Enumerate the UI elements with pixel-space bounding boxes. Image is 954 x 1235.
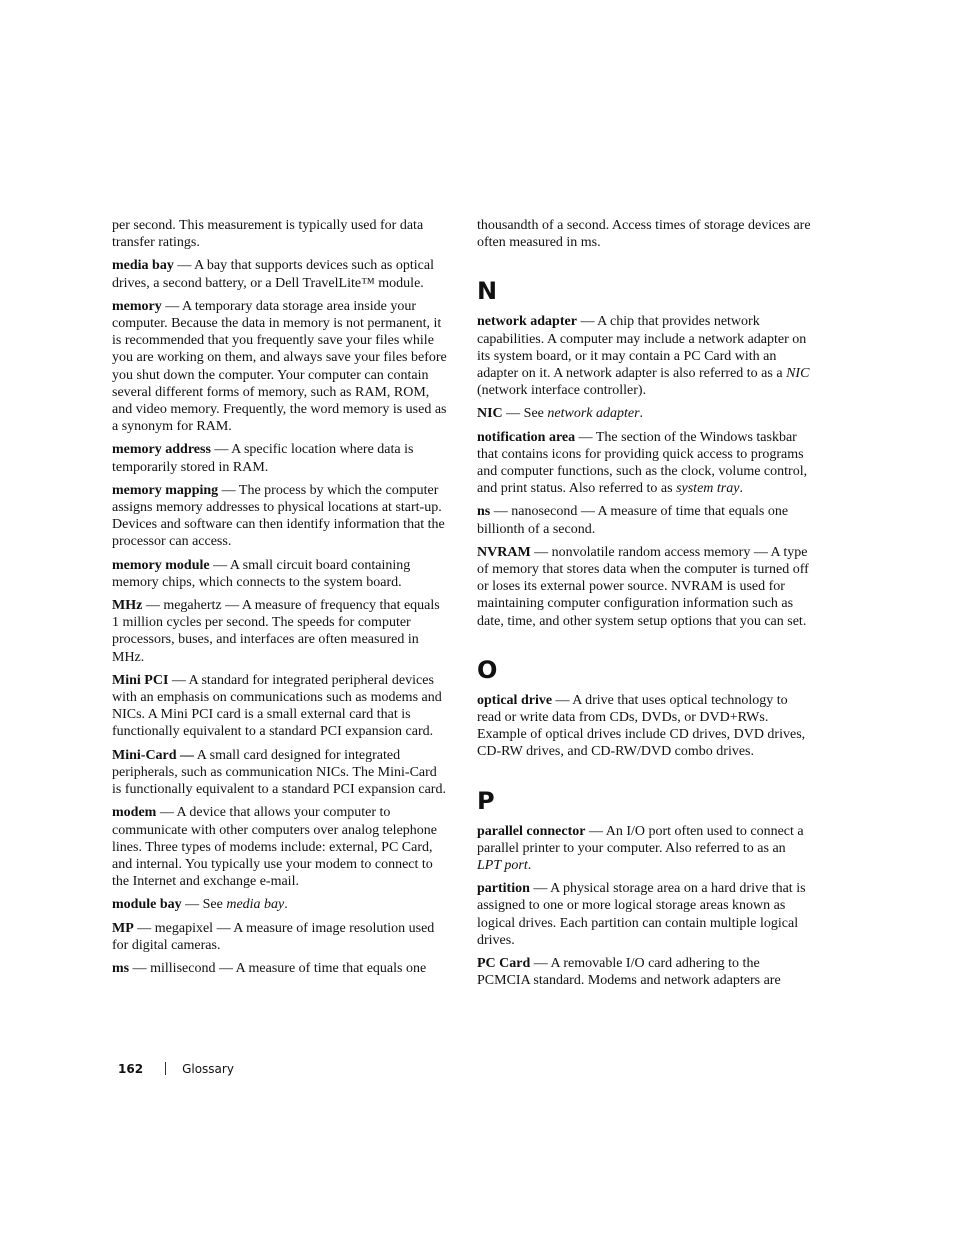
- definition: — The process by which the computer assigns memory addresses to physical locations at start-up. Devices and software can then identify information that the processor can access.: [112, 482, 445, 550]
- definition-tail: .: [739, 481, 743, 497]
- footer-divider: [165, 1062, 166, 1075]
- definition: — A chip that provides network capabilities. A computer may include a network adapter on its system board, or it may contain a PC Card with an adapter on it. A network adapter is also referred to as a: [477, 314, 807, 382]
- term: network adapter: [477, 314, 577, 330]
- definition: — millisecond — A measure of time that equals one: [129, 960, 427, 976]
- definition-tail: .: [527, 858, 532, 874]
- definition: — A device that allows your computer to communicate with other computers over analog telephone lines. Three types of modems include: external, PC Card, and internal. You typically use your modem to connect to the Internet and exchange e-mail.: [112, 805, 438, 890]
- definition: — megahertz — A measure of frequency that equals 1 million cycles per second. The speeds for computer processors, buses, and interfaces are often measured in MHz.: [112, 598, 440, 665]
- term: ns: [477, 504, 491, 520]
- section-heading-p: P: [477, 786, 495, 815]
- definition-tail: .: [639, 406, 644, 422]
- section-name: Glossary: [182, 1062, 234, 1076]
- glossary-entry: [112, 557, 448, 591]
- definition: — A standard for integrated peripheral devices with an emphasis on communications such as modems and NICs. A Mini PCI card is a small external card that is functionally equivalent to a standard PCI expansion card.: [112, 672, 442, 740]
- glossary-entry: [477, 503, 813, 537]
- glossary-entry: [477, 405, 813, 422]
- term: Mini PCI: [112, 672, 169, 688]
- term: memory module: [112, 557, 210, 573]
- definition-emphasis: NIC: [786, 366, 810, 382]
- glossary-entry: [112, 257, 448, 291]
- definition: — An I/O port often used to connect a parallel printer to your computer. Also referred to as an: [477, 823, 804, 856]
- term: NVRAM: [477, 544, 531, 560]
- definition-emphasis: network adapter: [547, 406, 640, 422]
- glossary-entry: [477, 692, 813, 761]
- definition: — A specific location where data is temporarily stored in RAM.: [112, 442, 414, 475]
- definition: — A physical storage area on a hard drive that is assigned to one or more logical storage areas known as logical drives. Each partition can contain multiple logical drives.: [477, 881, 806, 948]
- glossary-entry: [112, 804, 448, 890]
- glossary-entry: [477, 880, 813, 949]
- definition: — megapixel — A measure of image resolution used for digital cameras.: [112, 920, 435, 953]
- definition-tail: (network interface controller).: [477, 383, 647, 399]
- definition: — A drive that uses optical technology to read or write data from CDs, DVDs, or DVD+RWs. Example of optical drives include CD drives, DVD drives, CD-RW drives, and CD-RW/DVD combo drives.: [477, 692, 806, 760]
- term: module bay: [112, 897, 182, 913]
- glossary-entry: [477, 313, 813, 399]
- term: partition: [477, 881, 530, 897]
- definition: — A small circuit board containing memory chips, which connects to the system board.: [112, 557, 411, 590]
- definition-emphasis: LPT port: [477, 858, 528, 874]
- glossary-entry: [112, 896, 448, 913]
- definition: A small card designed for integrated peripherals, such as communication NICs. The Mini-Card is functionally equivalent to a standard PCI expansion card.: [112, 747, 446, 798]
- definition: — A removable I/O card adhering to the PCMCIA standard. Modems and network adapters are: [477, 956, 781, 989]
- definition: — A temporary data storage area inside your computer. Because the data in memory is not permanent, it is recommended that you frequently save your files while you are working on them, and always save your files before you shut down the computer. Your computer can contain several different forms of memory, such as RAM, ROM, and video memory. Frequently, the word memory is used as a synonym for RAM.: [112, 298, 447, 435]
- definition: — A bay that supports devices such as optical drives, a second battery, or a Dell TravelLite™ module.: [112, 258, 434, 291]
- term: optical drive: [477, 692, 553, 708]
- term: MP: [112, 920, 134, 936]
- definition: — nonvolatile random access memory — A type of memory that stores data when the computer is turned off or loses its external power source. NVRAM is used for maintaining computer configuration information such as date, time, and other system setup options that you can set.: [477, 544, 809, 629]
- term: NIC: [477, 406, 503, 422]
- page-footer: [118, 1062, 234, 1076]
- glossary-entry: [112, 597, 448, 666]
- definition: — See: [181, 897, 227, 913]
- glossary-entry: [477, 429, 813, 498]
- glossary-entry: [477, 955, 813, 989]
- continuation-text: per second. This measurement is typically used for data transfer ratings.: [112, 218, 424, 251]
- term: memory address: [112, 442, 211, 458]
- glossary-entry: [112, 920, 448, 954]
- term: modem: [112, 805, 157, 821]
- definition: — See: [502, 406, 548, 422]
- term: memory mapping: [112, 482, 219, 498]
- term: ms: [112, 960, 130, 976]
- glossary-entry: [477, 823, 813, 875]
- glossary-entry: [112, 960, 448, 977]
- definition: — The section of the Windows taskbar that contains icons for providing quick access to programs and computer functions, such as the clock, volume control, and print status. Also referred to as: [477, 429, 808, 497]
- term: Mini-Card —: [112, 747, 195, 763]
- right-column: [477, 217, 813, 996]
- term: parallel connector: [477, 823, 586, 839]
- glossary-entry: [112, 441, 448, 475]
- glossary-entry: [112, 298, 448, 436]
- term: notification area: [477, 429, 576, 445]
- left-column: [112, 217, 448, 983]
- term: PC Card: [477, 956, 531, 972]
- glossary-entry: [112, 747, 448, 799]
- continuation-text: thousandth of a second. Access times of storage devices are often measured in ms.: [477, 218, 811, 251]
- left-entries: [112, 257, 448, 977]
- glossary-entry: [112, 672, 448, 741]
- definition: — nanosecond — A measure of time that equals one billionth of a second.: [477, 504, 789, 537]
- term: memory: [112, 298, 162, 314]
- section-heading-n: N: [477, 277, 498, 306]
- page-number: 162: [118, 1062, 144, 1076]
- definition-tail: .: [284, 897, 288, 913]
- term: MHz: [112, 598, 143, 614]
- term: media bay: [112, 258, 174, 274]
- definition-emphasis: system tray: [676, 481, 740, 497]
- section-heading-o: O: [477, 655, 498, 684]
- glossary-entry: [112, 482, 448, 551]
- glossary-entry: [477, 544, 813, 630]
- definition-emphasis: media bay: [226, 897, 285, 913]
